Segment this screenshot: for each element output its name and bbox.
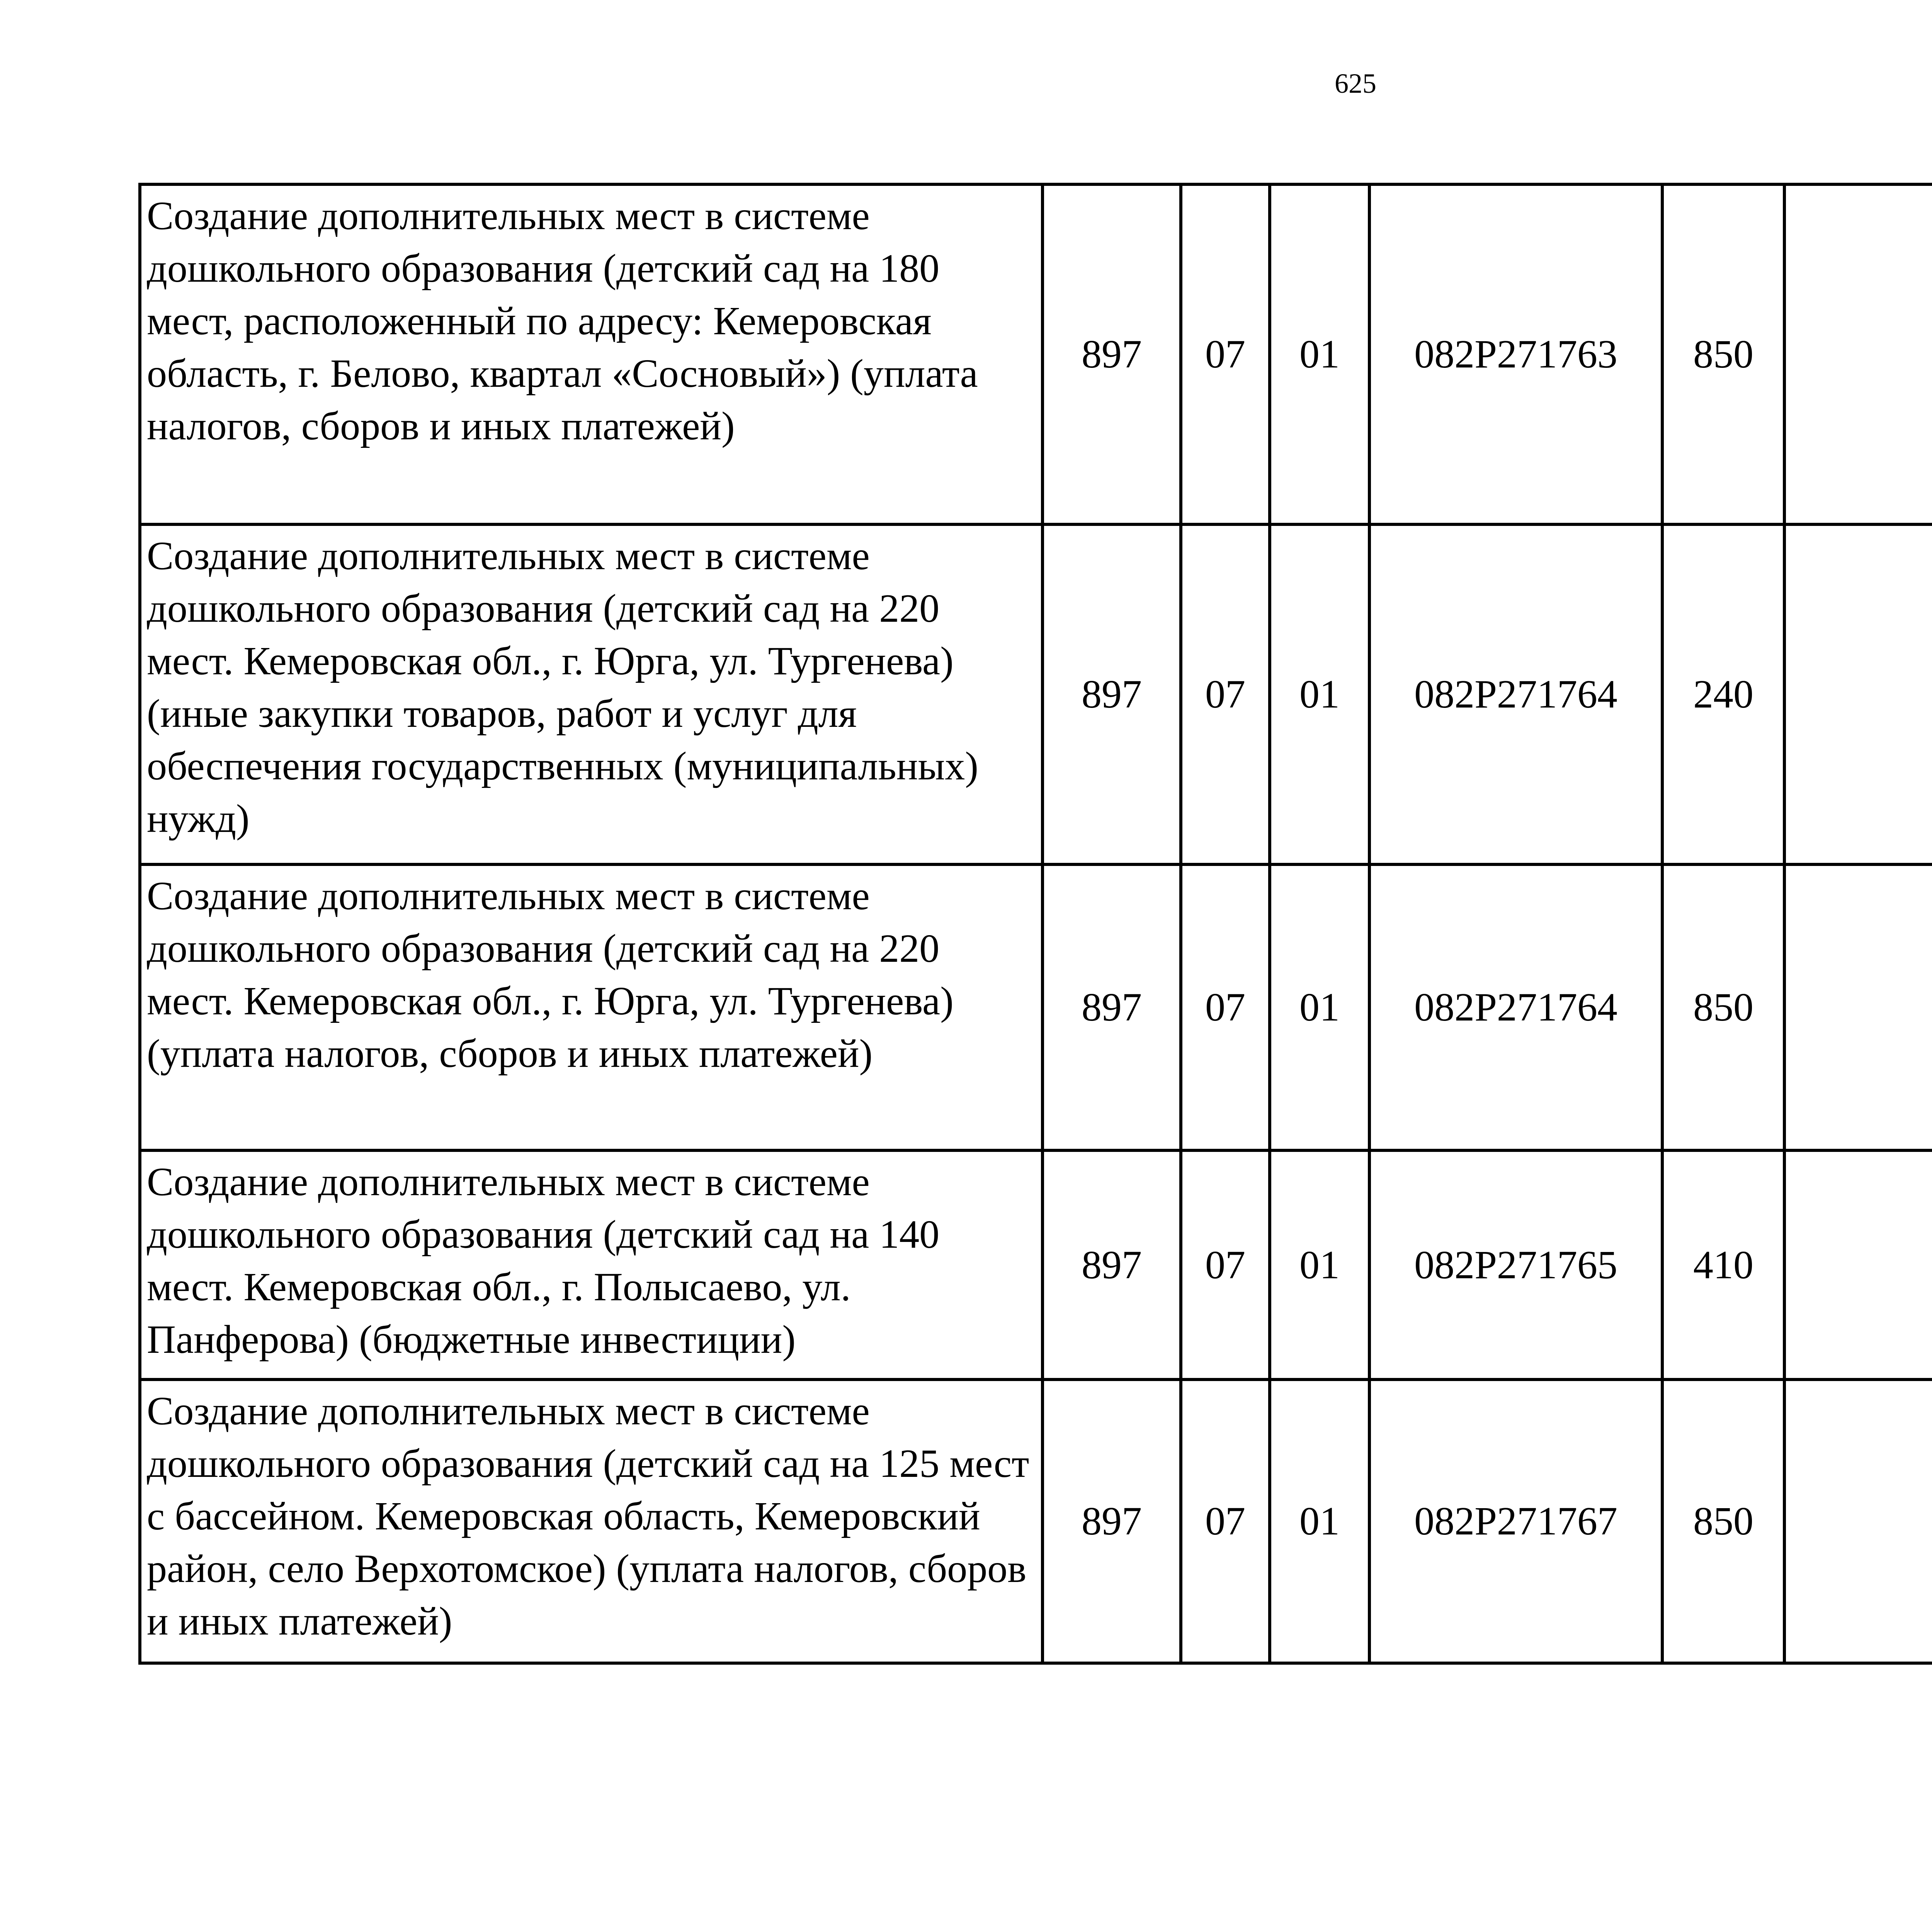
amount-cell: [1784, 1379, 1932, 1663]
description-cell: Создание дополнительных мест в системе дошкольного образования (детский сад на 220 мест. Кемеровская обл., г. Юрга, ул. Тургенева) (иные закупки товаров, работ и услуг для обеспечения государственных (муниципальных) нужд): [140, 524, 1043, 864]
description-cell: Создание дополнительных мест в системе дошкольного образования (детский сад на 125 мест с бассейном. Кемеровская область, Кемеровский район, село Верхотомское) (уплата налогов, сборов и иных платежей): [140, 1379, 1043, 1663]
expense-type-cell: 850: [1662, 184, 1784, 524]
table-row: [140, 1150, 1932, 1379]
target-article-cell: 082P271764: [1369, 524, 1662, 864]
table-row: [140, 864, 1932, 1150]
amount-cell: [1784, 184, 1932, 524]
amount-cell: [1784, 524, 1932, 864]
amount-cell: [1784, 1150, 1932, 1379]
expense-type-cell: 850: [1662, 1379, 1784, 1663]
description-cell: Создание дополнительных мест в системе дошкольного образования (детский сад на 180 мест, расположенный по адресу: Кемеровская область, г. Белово, квартал «Сосновый») (уплата налогов, сборов и иных платежей): [140, 184, 1043, 524]
section-code-cell: 07: [1181, 864, 1270, 1150]
ministry-code-cell: 897: [1043, 524, 1181, 864]
subsection-code-cell: 01: [1270, 184, 1369, 524]
subsection-code-cell: 01: [1270, 864, 1369, 1150]
budget-table: [138, 183, 1932, 1665]
target-article-cell: 082P271763: [1369, 184, 1662, 524]
expense-type-cell: 240: [1662, 524, 1784, 864]
section-code-cell: 07: [1181, 1150, 1270, 1379]
target-article-cell: 082P271764: [1369, 864, 1662, 1150]
ministry-code-cell: 897: [1043, 1150, 1181, 1379]
subsection-code-cell: 01: [1270, 524, 1369, 864]
target-article-cell: 082P271767: [1369, 1379, 1662, 1663]
target-article-cell: 082P271765: [1369, 1150, 1662, 1379]
table-row: [140, 184, 1932, 524]
description-cell: Создание дополнительных мест в системе дошкольного образования (детский сад на 220 мест. Кемеровская обл., г. Юрга, ул. Тургенева) (уплата налогов, сборов и иных платежей): [140, 864, 1043, 1150]
expense-type-cell: 410: [1662, 1150, 1784, 1379]
subsection-code-cell: 01: [1270, 1379, 1369, 1663]
table-row: [140, 524, 1932, 864]
ministry-code-cell: 897: [1043, 1379, 1181, 1663]
amount-cell: [1784, 864, 1932, 1150]
ministry-code-cell: 897: [1043, 864, 1181, 1150]
expense-type-cell: 850: [1662, 864, 1784, 1150]
table-row: [140, 1379, 1932, 1663]
section-code-cell: 07: [1181, 524, 1270, 864]
description-cell: Создание дополнительных мест в системе дошкольного образования (детский сад на 140 мест. Кемеровская обл., г. Полысаево, ул. Панферова) (бюджетные инвестиции): [140, 1150, 1043, 1379]
page-number: 625: [1335, 68, 1376, 99]
subsection-code-cell: 01: [1270, 1150, 1369, 1379]
section-code-cell: 07: [1181, 184, 1270, 524]
ministry-code-cell: 897: [1043, 184, 1181, 524]
section-code-cell: 07: [1181, 1379, 1270, 1663]
